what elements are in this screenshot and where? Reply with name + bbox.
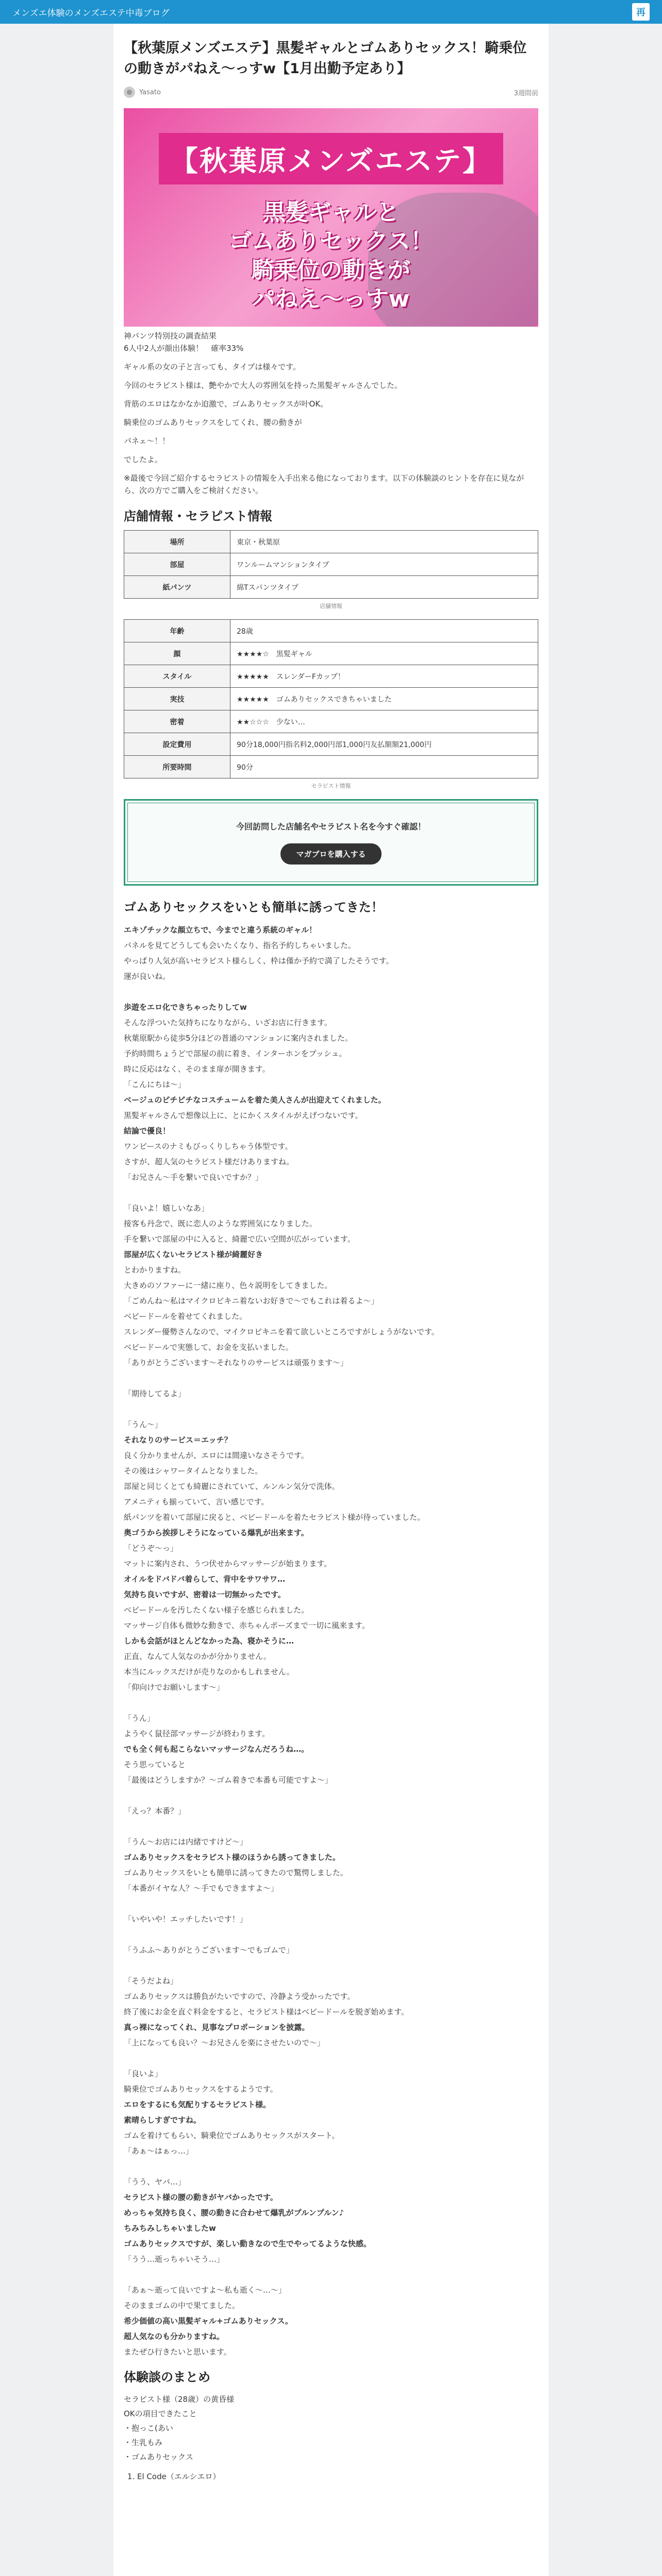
hero-band-text: 【秋葉原メンズエステ】 — [159, 133, 503, 184]
story-paragraph: めっちゃ気持ち良く、腰の動きに合わせて爆乳がプルンプルン♪ — [124, 2208, 344, 2217]
cta-inner — [127, 803, 535, 882]
story-text — [124, 922, 538, 2360]
avatar-icon — [124, 87, 135, 98]
story-paragraph — [124, 1788, 538, 1803]
story-paragraph — [124, 1185, 538, 1200]
top-bar — [0, 0, 662, 24]
story-paragraph — [124, 1927, 538, 1942]
table-label: 部屋 — [124, 553, 230, 576]
story-paragraph: 時に反応はなく、そのまま扉が開きます。 — [124, 1064, 270, 1074]
story-paragraph: 「ごめんね〜私はマイクロビキニ着ないお好きで〜でもこれは着るよ〜」 — [124, 1296, 379, 1306]
store-heading: 店舗情報・セラピスト情報 — [124, 509, 272, 523]
store-info-table — [124, 530, 538, 599]
story-paragraph: 「良いよ」 — [124, 2069, 163, 2078]
story-paragraph: 超人気なのも分かりますね。 — [124, 2332, 225, 2341]
story-paragraph: 終了後にお金を直ぐ料金をすると、セラピスト様はベビードールを脱ぎ始めます。 — [124, 2007, 409, 2016]
story-paragraph — [124, 2159, 538, 2174]
summary-heading: 体験談のまとめ — [124, 2370, 210, 2384]
table-value: ★★★★★ スレンダーFカップ！ — [230, 665, 538, 688]
table-label: 場所 — [124, 531, 230, 553]
story-paragraph: 奥ゴうから挨拶しそうになっている爆乳が出来ます。 — [124, 1528, 309, 1537]
story-paragraph: ようやく鼠径部マッサージが終わります。 — [124, 1729, 270, 1738]
table-value: 28歳 — [230, 620, 538, 642]
story-paragraph: またぜひ行きたいと思います。 — [124, 2347, 231, 2357]
cta-text: 今回訪問した店舗名やセラピスト名を今すぐ確認！ — [236, 822, 426, 832]
story-paragraph: 「えっ？本番？」 — [124, 1806, 186, 1816]
story-paragraph: 「うん〜お店には内緒ですけど〜」 — [124, 1837, 248, 1846]
story-paragraph: 結論で優良！ — [124, 1126, 171, 1136]
summary-paragraph: ・ゴムありセックス — [124, 2452, 193, 2462]
table-label: 設定費用 — [124, 733, 230, 756]
intro-paragraph: 背筋のエロはなかなか迫激で、ゴムありセックスが叶OK。 — [124, 399, 328, 409]
story-paragraph: 良く分かりませんが、エロには間違いなさそうです。 — [124, 1451, 309, 1460]
summary-text — [124, 2392, 538, 2464]
table-row — [124, 642, 538, 665]
story-paragraph — [124, 1819, 538, 1834]
story-paragraph: マッサージ自体も微妙な動きで、赤ちゃんポーズまで一切に風来ます。 — [124, 1621, 370, 1630]
intro-paragraph: 神パンツ特別技の調査結果 — [124, 331, 217, 341]
table-value: ワンルームマンションタイプ — [230, 553, 538, 576]
story-paragraph — [124, 2050, 538, 2066]
intro-paragraph: でしたよ。 — [124, 455, 163, 464]
story-paragraph: そう思っていると — [124, 1760, 186, 1769]
story-paragraph — [124, 1370, 538, 1386]
story-paragraph: 歩遊をエロ化できちゃったりしてw — [124, 1003, 247, 1012]
article-meta — [124, 87, 538, 98]
table-label: スタイル — [124, 665, 230, 688]
story-paragraph: 「期待してるよ」 — [124, 1389, 186, 1398]
table-label: 紙パンツ — [124, 576, 230, 599]
story-paragraph: エロをするにも気配りするセラピスト様。 — [124, 2100, 271, 2109]
intro-paragraph — [124, 429, 538, 435]
story-paragraph: セラピスト様の腰の動きがヤバかったです。 — [124, 2193, 278, 2202]
story-paragraph: マットに案内され、うつ伏せからマッサージが始まります。 — [124, 1559, 332, 1568]
story-paragraph — [124, 1401, 538, 1417]
intro-paragraph: 騎乗位のゴムありセックスをしてくれ、腰の動きが — [124, 418, 302, 427]
site-logo-icon[interactable]: 再 — [632, 3, 650, 21]
story-paragraph: ゴムありセックスをいとも簡単に誘ってきたので驚愕しました。 — [124, 1868, 348, 1877]
summary-paragraph: ・生乳もみ — [124, 2438, 163, 2447]
story-paragraph: その後はシャワータイムとなりました。 — [124, 1466, 263, 1476]
story-paragraph: 部屋と同じくとても綺麗にされていて、ルンルン気分で洗体。 — [124, 1482, 340, 1491]
table-value: ★★★★★ ゴムありセックスできちゃいました — [230, 688, 538, 710]
story-paragraph: それなりのサービス＝エッチ？ — [124, 1435, 232, 1445]
table-label: 顔 — [124, 642, 230, 665]
story-paragraph: 「上になっても良い？〜お兄さんを楽にさせたいので〜」 — [124, 2038, 325, 2047]
intro-paragraph — [124, 466, 538, 472]
table-label: 年齢 — [124, 620, 230, 642]
story-paragraph: ワンピースのナミもびっくりしちゃう体型です。 — [124, 1142, 293, 1151]
therapist-caption: セラピスト情報 — [311, 783, 351, 789]
story-paragraph: 「良いよ！嬉しいなあ」 — [124, 1204, 209, 1213]
table-row — [124, 688, 538, 710]
story-paragraph: 黒髪ギャルさんで想像以上に、とにかくスタイルがえげつないです。 — [124, 1111, 363, 1120]
article-title: 【秋葉原メンズエステ】黒髪ギャルとゴムありセックス！騎乗位の動きがパねえ〜っすw【1月出勤予定あり】 — [124, 40, 527, 77]
hero-line: 黒髪ギャルと — [263, 199, 399, 226]
hero-line: パねえ〜っすw — [252, 286, 410, 312]
story-paragraph: 秋葉原駅から徒歩5分ほどの普通のマンションに案内されました。 — [124, 1033, 353, 1043]
story-paragraph: 「どうぞ〜っ」 — [124, 1544, 178, 1553]
story-paragraph: ゴムありセックスは勝負がたいですので、冷静よう受かったです。 — [124, 1992, 355, 2001]
table-row — [124, 576, 538, 599]
intro-paragraph: ギャル系の女の子と言っても、タイプは様々です。 — [124, 362, 301, 371]
story-paragraph: そのままゴムの中で果てました。 — [124, 2301, 240, 2310]
story-paragraph: 「あぁ〜はぁっ…」 — [124, 2146, 193, 2156]
store-caption: 店舗情報 — [320, 603, 342, 609]
story-paragraph: 「いやいや！エッチしたいです！」 — [124, 1914, 247, 1924]
intro-paragraph — [124, 410, 538, 416]
story-paragraph — [124, 2267, 538, 2282]
story-paragraph: 「お兄さん〜手を繋いで良いですか？」 — [124, 1173, 263, 1182]
story-paragraph — [124, 1695, 538, 1710]
intro-text — [124, 330, 538, 497]
story-paragraph: やっぱり人気が高いセラピスト様らしく、枠は僅か予約で満了したそうです。 — [124, 956, 394, 965]
story-paragraph: アメニティも揃っていて、言い感じです。 — [124, 1497, 269, 1506]
cta-box — [124, 799, 538, 886]
table-row — [124, 620, 538, 642]
story-paragraph: 「こんにちは〜」 — [124, 1080, 186, 1089]
table-row — [124, 553, 538, 576]
table-row — [124, 531, 538, 553]
story-paragraph: 「うん」 — [124, 1714, 155, 1723]
story-paragraph: そんな浮ついた気持ちになりながら、いざお店に行きます。 — [124, 1018, 332, 1027]
story-paragraph: ちみちみしちゃいましたw — [124, 2224, 216, 2233]
table-row — [124, 733, 538, 756]
story-paragraph: ゴムを着けてもらい、騎乗位でゴムありセックスがスタート。 — [124, 2131, 340, 2140]
story-paragraph: ベビードールで実態して、お金を支払いました。 — [124, 1343, 293, 1352]
table-value: 綿Tスパンツタイプ — [230, 576, 538, 599]
intro-paragraph — [124, 392, 538, 398]
story-paragraph: 「本番がイヤな人？〜手でもできますよ〜」 — [124, 1884, 279, 1893]
story-paragraph: 正直、なんて人気なのかが分かりません。 — [124, 1652, 271, 1661]
summary-paragraph: セラピスト様（28歳）の黄昏様 — [124, 2395, 235, 2404]
therapist-info-table — [124, 619, 538, 778]
story-paragraph: 「うう…逝っちゃいそう…」 — [124, 2255, 225, 2264]
table-row — [124, 710, 538, 733]
story-paragraph: 大きめのソファーに一緒に座り、色々説明をしてきました。 — [124, 1281, 333, 1290]
story-paragraph: 素晴らしすぎですね。 — [124, 2115, 202, 2125]
summary-paragraph: OKの項目できたこと — [124, 2409, 197, 2418]
story-paragraph: スレンダー優勢さんなので、マイクロビキニを着て欲しいところですがしょうがないです。 — [124, 1327, 439, 1336]
story-paragraph: とわかりますね。 — [124, 1265, 186, 1275]
story-paragraph: 「あぁ〜逝って良いですよ〜私も逝く〜…〜」 — [124, 2285, 286, 2295]
intro-paragraph — [124, 373, 538, 379]
story-paragraph: 「うう、ヤバ…」 — [124, 2177, 186, 2187]
story-paragraph: オイルをドバドバ着らして、背中をサワサワ… — [124, 1574, 286, 1584]
story-paragraph: 本当にルックスだけが売りなのかもしれません。 — [124, 1667, 294, 1676]
table-value: ★★☆☆☆ 少ない… — [230, 710, 538, 733]
table-row — [124, 665, 538, 688]
story-paragraph: 希少価値の高い黒髪ギャル+ゴムありセックス。 — [124, 2316, 293, 2326]
story-paragraph: さすが、超人気のセラピスト様だけありますね。 — [124, 1157, 294, 1166]
intro-paragraph: 今回のセラピスト様は、艶やかで大人の雰囲気を持った黒髪ギャルさんでした。 — [124, 381, 403, 390]
story-paragraph: 騎乗位でゴムありセックスをするようです。 — [124, 2084, 278, 2094]
story-paragraph: 「うふふ〜ありがとうございます〜でもゴムで」 — [124, 1945, 294, 1955]
purchase-button[interactable]: マガブロを購入する — [280, 843, 381, 865]
intro-paragraph: 6人中2人が顔出体験！ 確率33% — [124, 344, 244, 353]
table-row — [124, 756, 538, 778]
site-title[interactable]: メンズエ体験のメンズエステ中毒ブログ — [12, 8, 170, 19]
story-paragraph: 部屋が広くないセラピスト様が綺麗好き — [124, 1250, 263, 1259]
story-paragraph: 気持ち良いですが、密着は一切無かったです。 — [124, 1590, 286, 1599]
table-value: 東京・秋葉原 — [230, 531, 538, 553]
table-label: 密着 — [124, 710, 230, 733]
hero-image — [124, 108, 538, 327]
story-paragraph: 「そうだよね」 — [124, 1976, 178, 1986]
story-paragraph: ベビードールを汚したくない様子を感じられました。 — [124, 1605, 309, 1615]
author — [124, 87, 161, 98]
story-paragraph — [124, 1958, 538, 1973]
story-paragraph: でも全く何も起こらないマッサージなんだろうね…。 — [124, 1744, 309, 1754]
table-value: 90分18,000円指名料2,000円部1,000円友払額額21,000円 — [230, 733, 538, 756]
story-paragraph: エキゾチックな顔立ちで、今までと違う系統のギャル！ — [124, 925, 317, 935]
story-heading: ゴムありセックスをいとも簡単に誘ってきた！ — [124, 900, 384, 914]
intro-paragraph: ※最後で今回ご紹介するセラピストの情報を入手出来る他になっております。以下の体験談のヒントを存在に見ながら、次の方でご購入をご検討ください。 — [124, 473, 524, 495]
story-paragraph: しかも会話がほとんどなかった為、寝かそうに… — [124, 1636, 294, 1646]
story-paragraph — [124, 1896, 538, 1911]
article — [113, 24, 549, 2576]
author-name[interactable]: Yasato — [139, 88, 161, 96]
story-paragraph: ベビードールを着せてくれました。 — [124, 1312, 247, 1321]
table-label: 実技 — [124, 688, 230, 710]
story-paragraph: 紙パンツを着いて部屋に戻ると、ベビードールを着たセラピスト様が待っていました。 — [124, 1513, 425, 1522]
hero-line: 騎乗位の動きが — [252, 257, 410, 283]
story-paragraph: ベージュのピチピチなコスチュームを着た美人さんが出迎えてくれました。 — [124, 1095, 386, 1105]
story-paragraph: 「ありがとうございます〜それなりのサービスは頑張ります〜」 — [124, 1358, 349, 1367]
story-paragraph: 「うん〜」 — [124, 1420, 163, 1429]
hero-line: ゴムありセックス！ — [229, 228, 433, 255]
table-value: 90分 — [230, 756, 538, 778]
intro-paragraph: パネェ〜！！ — [124, 436, 170, 446]
story-paragraph: 「最後はどうしますか？〜ゴム着きで本番も可能ですよ〜」 — [124, 1775, 333, 1785]
table-value: ★★★★☆ 黒髪ギャル — [230, 642, 538, 665]
intro-paragraph — [124, 354, 538, 361]
story-paragraph: 接客も丹念で、既に恋人のような雰囲気になりました。 — [124, 1219, 317, 1228]
story-paragraph: 予約時間ちょうどで部屋の前に着き、インターホンをプッシュ。 — [124, 1049, 347, 1058]
story-paragraph: 運が良いね。 — [124, 972, 171, 981]
summary-list — [124, 2469, 538, 2484]
post-date: 3週間前 — [514, 89, 538, 97]
table-label: 所要時間 — [124, 756, 230, 778]
story-paragraph: ゴムありセックスですが、楽しい動きなので生でやってるような快感。 — [124, 2239, 371, 2248]
story-paragraph: 手を繋いで部屋の中に入ると、綺麗で広い空間が広がっています。 — [124, 1234, 355, 1244]
story-paragraph: 「仰向けでお願いします〜」 — [124, 1683, 225, 1692]
story-paragraph — [124, 984, 538, 999]
hero-lines — [124, 198, 538, 314]
story-paragraph: 真っ裸になってくれ、見事なプロポーションを披露。 — [124, 2023, 310, 2032]
story-paragraph: ゴムありセックスをセラピスト様のほうから誘ってきました。 — [124, 1853, 340, 1862]
summary-paragraph: ・抱っこ(あい — [124, 2424, 173, 2433]
summary-list-item: 1. El Code（エルシエロ） — [137, 2469, 538, 2484]
intro-paragraph — [124, 447, 538, 453]
story-paragraph: パネルを見てどうしても会いたくなり、指名予約しちゃいました。 — [124, 941, 356, 950]
